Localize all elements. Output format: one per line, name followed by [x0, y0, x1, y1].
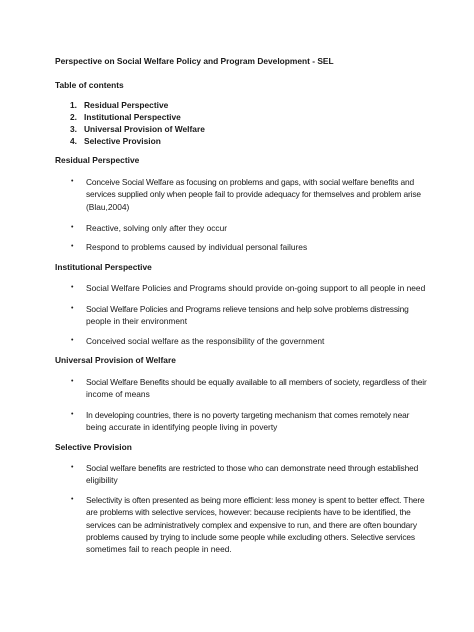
document-title: Perspective on Social Welfare Policy and Program Development - SEL — [55, 56, 334, 66]
bullet-text-line: are problems with selective services, however: because recipients have to be identified, the — [86, 507, 411, 518]
toc-number: 3. — [70, 124, 77, 134]
bullet-text-line: In developing countries, there is no poverty targeting mechanism that comes remotely near — [86, 410, 410, 420]
bullet-text-line: Social Welfare Benefits should be equally available to all members of society, regardless of their — [86, 377, 427, 387]
bullet-text-line: Conceived social welfare as the responsibility of the government — [86, 336, 325, 346]
bullet-text-line: Reactive, solving only after they occur — [86, 223, 228, 233]
bullet-marker: • — [71, 464, 74, 471]
section-heading-residual: Residual Perspective — [55, 155, 140, 165]
toc-item-4 — [70, 136, 161, 146]
bullet-text-line: Respond to problems caused by individual personal failures — [86, 242, 308, 252]
toc-number: 1. — [70, 100, 77, 110]
bullet-text-line: services can be administratively complex and expensive to run, and there are often boundary — [86, 519, 417, 530]
toc-item-3 — [70, 124, 205, 134]
toc-number: 2. — [70, 112, 77, 122]
bullet-marker: • — [71, 305, 74, 312]
section-heading-institutional: Institutional Perspective — [55, 262, 152, 272]
bullet-marker: • — [71, 284, 74, 291]
bullet-marker: • — [71, 496, 74, 503]
bullet-text-line: income of means — [86, 389, 150, 400]
bullet-text-line: eligibility — [86, 475, 118, 486]
toc-heading: Table of contents — [55, 80, 124, 90]
bullet-text-line: Social Welfare Policies and Programs should provide on-going support to all people in need — [86, 283, 426, 293]
bullet-marker: • — [71, 378, 74, 385]
toc-label: Institutional Perspective — [84, 112, 181, 122]
toc-label: Residual Perspective — [84, 100, 169, 110]
toc-number: 4. — [70, 136, 77, 146]
bullet-marker: • — [71, 337, 74, 344]
toc-label: Universal Provision of Welfare — [84, 124, 205, 134]
bullet-marker: • — [71, 243, 74, 250]
bullet-text-line: problems caused by trying to include some people while excluding others. Selective services — [86, 531, 415, 542]
bullet-text-line: (Blau,2004) — [86, 201, 130, 212]
toc-item-2 — [70, 112, 181, 122]
bullet-marker: • — [71, 224, 74, 231]
bullet-text-line: sometimes fail to reach people in need. — [86, 544, 232, 555]
bullet-text-line: people in their environment — [86, 316, 188, 327]
bullet-text-line: being accurate in identifying people living in poverty — [86, 422, 278, 433]
toc-label: Selective Provision — [84, 136, 161, 146]
section-heading-selective: Selective Provision — [55, 442, 132, 452]
bullet-text-line: Conceive Social Welfare as focusing on problems and gaps, with social welfare benefits and — [86, 177, 415, 187]
section-heading-universal: Universal Provision of Welfare — [55, 355, 176, 365]
bullet-text-line: Selectivity is often presented as being more efficient: less money is spent to better effect. There — [86, 495, 425, 505]
bullet-marker: • — [71, 178, 74, 185]
bullet-marker: • — [71, 411, 74, 418]
toc-item-1 — [70, 100, 168, 110]
bullet-text-line: Social Welfare Policies and Programs relieve tensions and help solve problems distressing — [86, 304, 409, 314]
bullet-text-line: services supplied only when people fail to provide adequacy for themselves and problem arise — [86, 189, 421, 200]
bullet-text-line: Social welfare benefits are restricted to those who can demonstrate need through established — [86, 463, 419, 473]
